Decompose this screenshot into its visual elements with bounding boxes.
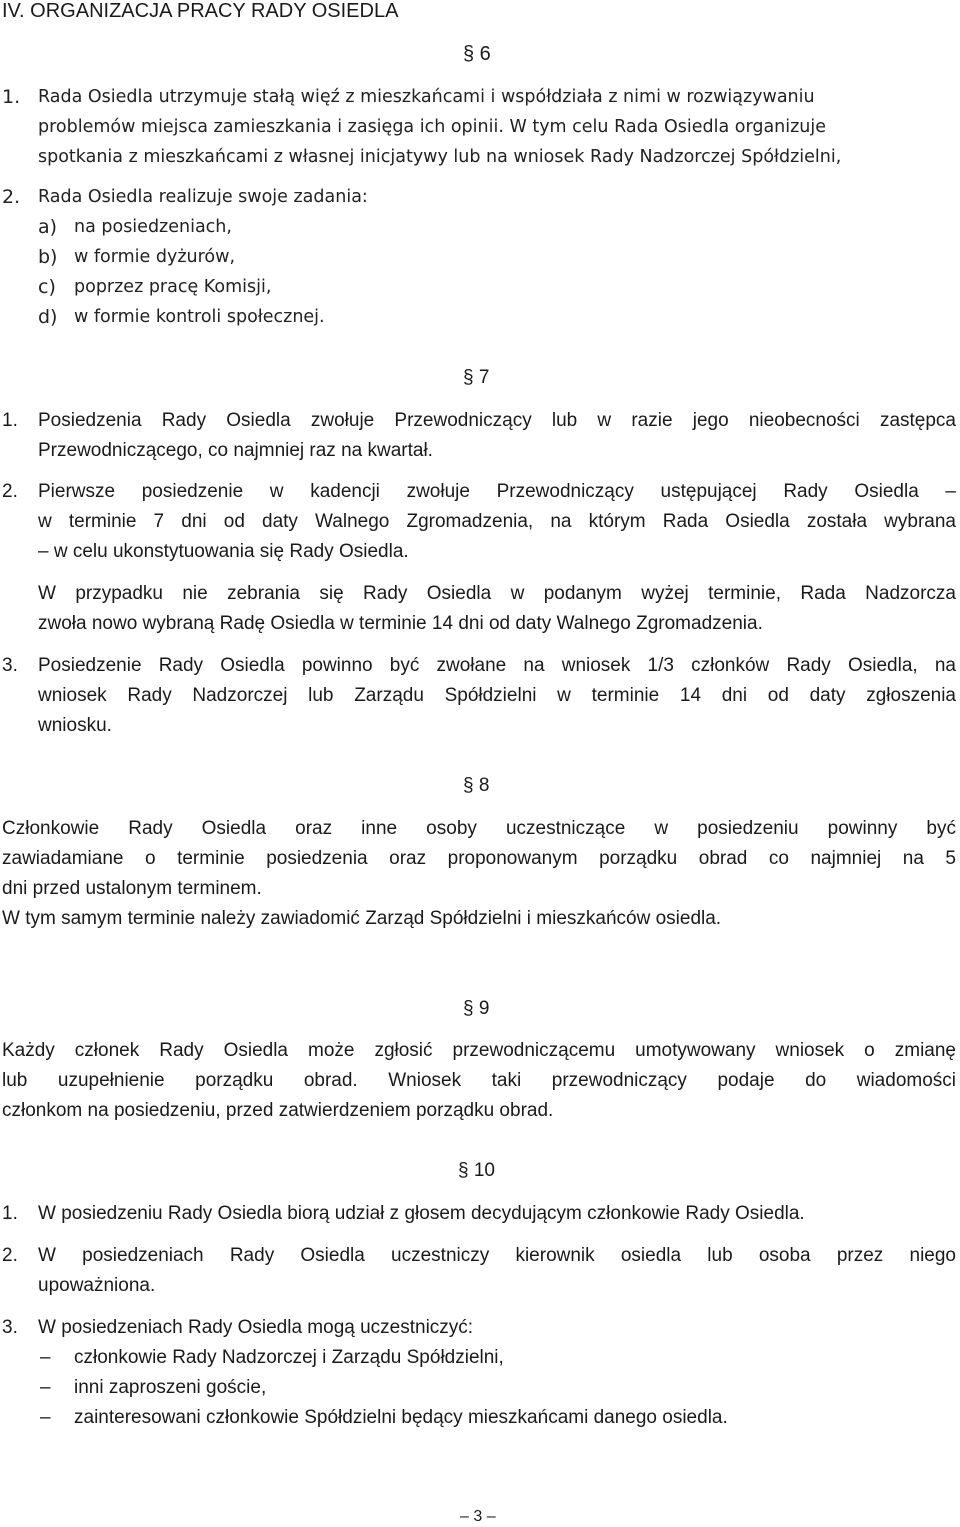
dash-bullet: – [40,1347,51,1368]
s6-item-c-text: poprzez pracę Komisji, [74,277,272,297]
s10-point-2-number: 2. [2,1245,18,1266]
s6-item-d-letter: d) [38,306,58,328]
s10-dash-item-1: członkowie Rady Nadzorczej i Zarządu Spółdzielni, [74,1347,504,1368]
s10-point-1-number: 1. [2,1203,18,1224]
s10-dash-item-2: inni zaproszeni goście, [74,1377,267,1398]
s6-item-a-text: na posiedzeniach, [74,217,232,237]
s10-dash-item-3: zainteresowani członkowie Spółdzielni będący mieszkańcami danego osiedla. [74,1407,728,1428]
s7-point-3-line-1: Posiedzenie Rady Osiedla powinno być zwołane na wniosek 1/3 członków Rady Osiedla, na [38,655,956,676]
s6-point-2-number: 2. [2,186,21,208]
s7-point-2-number: 2. [2,481,18,502]
dash-bullet: – [40,1407,51,1428]
s6-item-b-text: w formie dyżurów, [74,247,236,267]
s9-line-1: Każdy członek Rady Osiedla może zgłosić przewodniczącemu umotywowany wniosek o zmianę [2,1040,956,1061]
section-heading: IV. ORGANIZACJA PRACY RADY OSIEDLA [2,0,399,22]
s9-line-2: lub uzupełnienie porządku obrad. Wniosek taki przewodniczący podaje do wiadomości [2,1070,956,1091]
s6-point-2-text: Rada Osiedla realizuje swoje zadania: [38,187,368,207]
s7-point-2b-line-2: zwoła nowo wybraną Radę Osiedla w terminie 14 dni od daty Walnego Zgromadzenia. [38,613,763,634]
s7-point-2b-line-1: W przypadku nie zebrania się Rady Osiedla w podanym wyżej terminie, Rada Nadzorcza [38,583,956,604]
s6-item-c-letter: c) [38,276,56,298]
s7-point-2-line-2: w terminie 7 dni od daty Walnego Zgromadzenia, na którym Rada Osiedla została wybrana [38,511,956,532]
s6-point-1-line-3: spotkania z mieszkańcami z własnej inicjatywy lub na wniosek Rady Nadzorczej Spółdzielni, [38,147,842,167]
s7-point-1-line-1: Posiedzenia Rady Osiedla zwołuje Przewodniczący lub w razie jego nieobecności zastępca [38,410,956,431]
s6-item-b-letter: b) [38,246,58,268]
s10-point-3-number: 3. [2,1317,18,1338]
s9-line-3: członkom na posiedzeniu, przed zatwierdzeniem porządku obrad. [2,1100,554,1121]
s7-point-1-number: 1. [2,410,18,431]
s10-point-2-line-2: upoważniona. [38,1275,156,1296]
s7-point-3-number: 3. [2,655,18,676]
s8-line-4: W tym samym terminie należy zawiadomić Zarząd Spółdzielni i mieszkańców osiedla. [2,908,722,929]
s8-line-1: Członkowie Rady Osiedla oraz inne osoby uczestniczące w posiedzeniu powinny być [2,818,956,839]
s6-item-d-text: w formie kontroli społecznej. [74,307,325,327]
s7-point-2-line-1: Pierwsze posiedzenie w kadencji zwołuje Przewodniczący ustępującej Rady Osiedla – [38,481,956,502]
s10-point-2-line-1: W posiedzeniach Rady Osiedla uczestniczy kierownik osiedla lub osoba przez niego [38,1245,956,1266]
s6-point-1-line-2: problemów miejsca zamieszkania i zasięga ich opinii. W tym celu Rada Osiedla organizuje [38,117,827,137]
s7-point-3-line-3: wniosku. [38,715,112,736]
s7-point-1-line-2: Przewodniczącego, co najmniej raz na kwartał. [38,440,433,461]
s7-point-3-line-2: wniosek Rady Nadzorczej lub Zarządu Spółdzielni w terminie 14 dni od daty zgłoszenia [38,685,956,706]
s10-point-3-text: W posiedzeniach Rady Osiedla mogą uczestniczyć: [38,1317,474,1338]
s6-item-a-letter: a) [38,216,58,238]
page-number: – 3 – [460,1508,496,1525]
s8-line-3: dni przed ustalonym terminem. [2,878,262,899]
paragraph-mark-7: § 7 [463,367,490,388]
paragraph-mark-9: § 9 [463,998,490,1019]
s10-point-1-text: W posiedzeniu Rady Osiedla biorą udział z głosem decydującym członkowie Rady Osiedla. [38,1203,805,1224]
paragraph-mark-8: § 8 [463,775,490,796]
dash-bullet: – [40,1377,51,1398]
s6-point-1-number: 1. [2,86,21,108]
s7-point-2-line-3: – w celu ukonstytuowania się Rady Osiedla. [38,541,409,562]
paragraph-mark-10: § 10 [458,1160,495,1181]
s6-point-1-line-1: Rada Osiedla utrzymuje stałą więź z mieszkańcami i współdziała z nimi w rozwiązywaniu [38,87,815,107]
s8-line-2: zawiadamiane o terminie posiedzenia oraz proponowanym porządku obrad co najmniej na 5 [2,848,956,869]
paragraph-mark-6: § 6 [463,43,491,65]
